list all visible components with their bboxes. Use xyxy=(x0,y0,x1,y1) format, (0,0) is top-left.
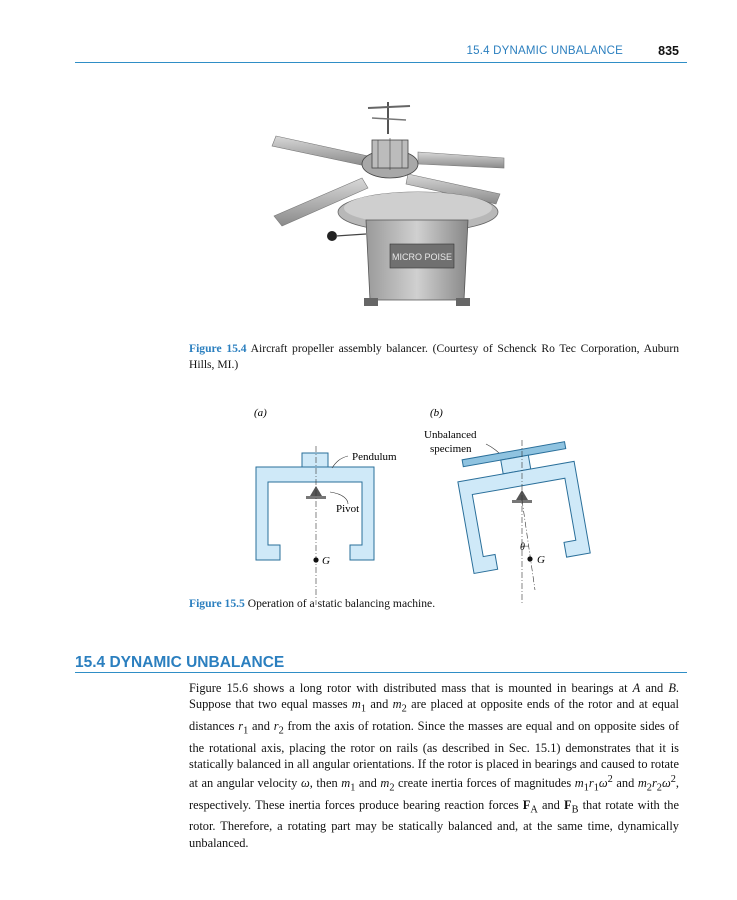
cg-point-b xyxy=(527,556,532,561)
cg-point-a xyxy=(313,557,318,562)
theta-label: θ xyxy=(520,542,525,553)
panel-a-label: (a) xyxy=(254,407,267,419)
static-balancing-diagram xyxy=(240,400,620,610)
propeller-balancer-photo xyxy=(268,94,508,326)
unbalanced-label-line2: specimen xyxy=(430,443,472,455)
g-label-b: G xyxy=(537,554,545,566)
figure-15-4-text: Aircraft propeller assembly balancer. (Courtesy of Schenck Ro Tec Corporation, Auburn Hills, MI.) xyxy=(189,342,679,371)
panel-b-label: (b) xyxy=(430,407,443,419)
figure-15-5-caption xyxy=(189,596,679,612)
figure-15-5-text: Operation of a static balancing machine. xyxy=(247,597,436,610)
unbalanced-label-line1: Unbalanced xyxy=(424,429,477,441)
section-paragraph: Figure 15.6 shows a long rotor with distributed mass that is mounted in bearings at A and B. Suppose that two equal masses $m_1$ and $m_2$ are placed at opposite ends of the rotor and at equal distances $r_1$ and $r_2$ from the axis of rotation. Since the masses are equal and on opposite sides of the rotational axis, placing the rotor on rails (as described in Sec. 15.1) demonstrates that it is statically balanced in all angular orientations. If the rotor is placed in bearings and caused to rotate at an angular velocity ω, then $m_1$ and $m_2$ create inertia forces of magnitudes $m_1r_1\omega^2$ and $m_2r_2\omega^2$, respectively. These inertia forces produce bearing reaction forces $F_A$ and $F_B$ that rotate with the rotor. Therefore, a rotating part may be statically balanced and, at the same time, dynamically unbalanced. xyxy=(189,681,679,850)
page-number: 835 xyxy=(658,44,679,58)
pendulum-label: Pendulum xyxy=(352,451,397,463)
pivot-label: Pivot xyxy=(336,503,360,515)
brand-plate: MICRO POISE xyxy=(391,252,453,262)
running-head-section: 15.4 DYNAMIC UNBALANCE xyxy=(466,45,623,57)
g-label-a: G xyxy=(322,555,330,567)
figure-15-4-label: Figure 15.4 xyxy=(189,342,247,355)
section-title: 15.4 DYNAMIC UNBALANCE xyxy=(75,654,687,673)
pendulum-frame-a xyxy=(256,446,374,605)
running-head xyxy=(75,42,687,63)
figure-15-4-caption xyxy=(189,341,679,373)
figure-15-5-label: Figure 15.5 xyxy=(189,597,245,610)
